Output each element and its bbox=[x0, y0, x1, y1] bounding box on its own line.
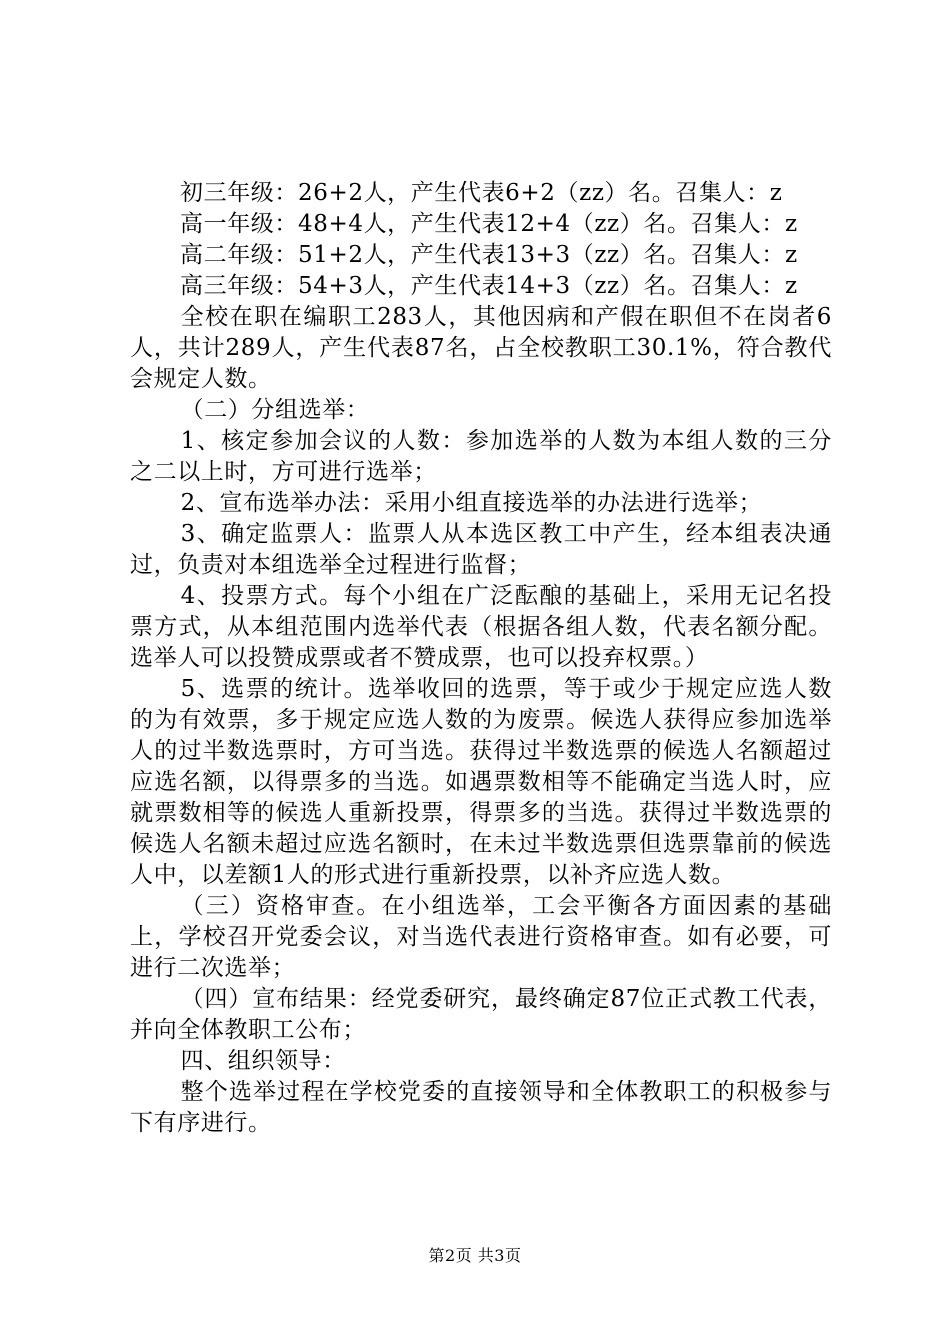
total-staff-paragraph: 全校在职在编职工283人，其他因病和产假在职但不在岗者6人，共计289人，产生代表87名，占全校教职工30.1%，符合教代会规定人数。 bbox=[130, 304, 832, 392]
section-2-heading: （二）分组选举： bbox=[180, 397, 370, 423]
part-4-heading: 四、组织领导： bbox=[180, 1048, 346, 1074]
section-4-paragraph: （四）宣布结果：经党委研究，最终确定87位正式教工代表，并向全体教职工公布； bbox=[130, 986, 832, 1043]
document-body bbox=[130, 178, 832, 1139]
step-2-paragraph: 2、宣布选举办法：采用小组直接选举的办法进行选举； bbox=[180, 490, 763, 516]
section-3-paragraph: （三）资格审查。在小组选举，工会平衡各方面因素的基础上，学校召开党委会议，对当选代表进行资格审查。如有必要，可进行二次选举； bbox=[130, 893, 832, 981]
step-1-paragraph: 1、核定参加会议的人数：参加选举的人数为本组人数的三分之二以上时，方可进行选举； bbox=[130, 428, 832, 485]
step-5-paragraph: 5、选票的统计。选举收回的选票，等于或少于规定应选人数的为有效票，多于规定应选人数的为废票。候选人获得应参加选举人的过半数选票时，方可当选。获得过半数选票的候选人名额超过应选名额，以得票多的当选。如遇票数相等不能确定当选人时，应就票数相等的候选人重新投票，得票多的当选。获得过半数选票的候选人名额未超过应选名额时，在未过半数选票但选票靠前的候选人中，以差额1人的形式进行重新投票，以补齐应选人数。 bbox=[130, 676, 832, 888]
step-4-paragraph: 4、投票方式。每个小组在广泛酝酿的基础上，采用无记名投票方式，从本组范围内选举代表（根据各组人数，代表名额分配。选举人可以投赞成票或者不赞成票，也可以投弃权票。） bbox=[130, 583, 832, 671]
page-footer: 第2页 共3页 bbox=[428, 1246, 522, 1265]
grade-line-senior1: 高一年级：48+4人，产生代表12+4（zz）名。召集人：z bbox=[180, 211, 798, 237]
grade-line-senior3: 高三年级：54+3人，产生代表14+3（zz）名。召集人：z bbox=[180, 273, 798, 299]
part-4-paragraph: 整个选举过程在学校党委的直接领导和全体教职工的积极参与下有序进行。 bbox=[130, 1079, 832, 1136]
grade-line-senior2: 高二年级：51+2人，产生代表13+3（zz）名。召集人：z bbox=[180, 242, 798, 268]
grade-line-junior3: 初三年级：26+2人，产生代表6+2（zz）名。召集人：z bbox=[180, 180, 783, 206]
step-3-paragraph: 3、确定监票人：监票人从本选区教工中产生，经本组表决通过，负责对本组选举全过程进行监督； bbox=[130, 521, 832, 578]
